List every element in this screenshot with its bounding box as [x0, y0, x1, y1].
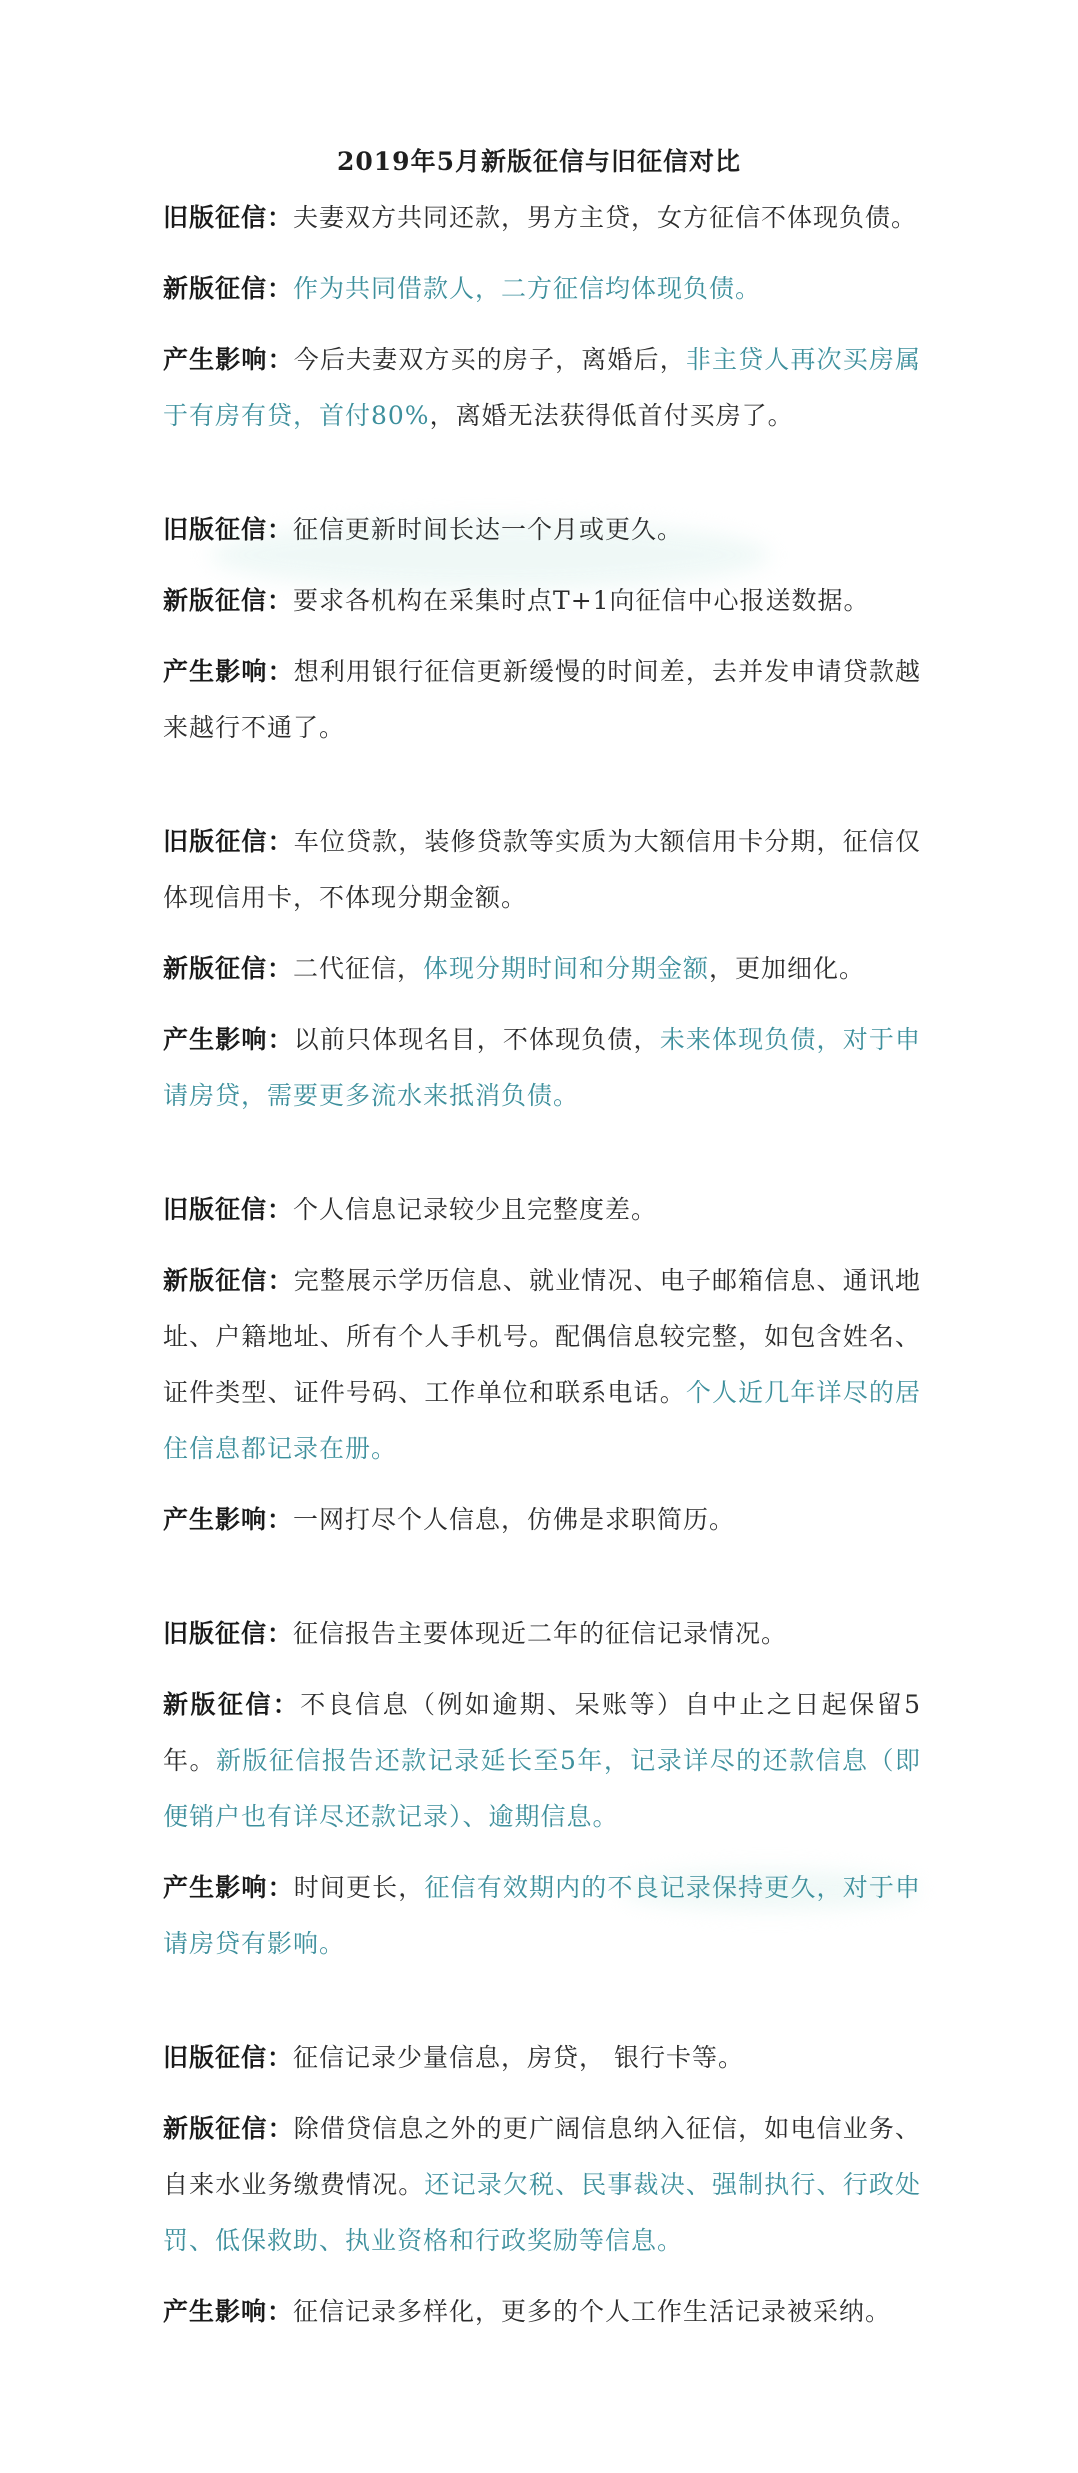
body-text: ，更加细化。	[709, 954, 866, 983]
body-text: 不良信息（例如逾期、呆账等）自中止之日起保留5年。	[163, 1690, 921, 1775]
highlighted-text: 非主贷人再次买房属于有房有贷，首付80%	[163, 345, 921, 430]
item-label: 新版征信：	[163, 1690, 301, 1719]
body-text: 征信记录少量信息，房贷， 银行卡等。	[293, 2043, 744, 2072]
comparison-section	[163, 1606, 921, 1972]
item-label: 新版征信：	[163, 586, 294, 615]
comparison-item	[163, 2101, 921, 2269]
body-text: 除借贷信息之外的更广阔信息纳入征信，如电信业务、自来水业务缴费情况。	[163, 2114, 921, 2199]
comparison-item	[163, 2030, 921, 2086]
comparison-item	[163, 332, 921, 444]
body-text: ，离婚无法获得低首付买房了。	[429, 401, 794, 430]
comparison-item	[163, 941, 921, 997]
body-text: 以前只体现名目，不体现负债，	[293, 1025, 660, 1054]
comparison-section	[163, 502, 921, 756]
body-text: 征信报告主要体现近二年的征信记录情况。	[293, 1619, 788, 1648]
item-label: 产生影响：	[163, 1505, 294, 1534]
body-text: 时间更长，	[293, 1873, 425, 1902]
item-label: 旧版征信：	[163, 827, 294, 856]
comparison-section	[163, 1182, 921, 1548]
highlighted-text: 个人近几年详尽的居住信息都记录在册。	[163, 1378, 921, 1463]
item-label: 旧版征信：	[163, 2043, 294, 2072]
comparison-item	[163, 1253, 921, 1477]
item-label: 产生影响：	[163, 345, 294, 374]
comparison-sections	[163, 190, 921, 2398]
body-text: 征信记录多样化，更多的个人工作生活记录被采纳。	[293, 2297, 892, 2326]
item-label: 旧版征信：	[163, 1195, 294, 1224]
body-text: 今后夫妻双方买的房子，离婚后，	[293, 345, 686, 374]
comparison-item	[163, 190, 921, 246]
comparison-item	[163, 573, 921, 629]
item-label: 产生影响：	[163, 1025, 294, 1054]
item-label: 旧版征信：	[163, 203, 294, 232]
body-text: 二代征信，	[293, 954, 424, 983]
comparison-item	[163, 1012, 921, 1124]
item-label: 产生影响：	[163, 2297, 294, 2326]
highlighted-text: 作为共同借款人，二方征信均体现负债。	[293, 274, 762, 303]
body-text: 车位贷款，装修贷款等实质为大额信用卡分期，征信仅体现信用卡，不体现分期金额。	[163, 827, 921, 912]
item-label: 新版征信：	[163, 1266, 294, 1295]
comparison-item	[163, 1606, 921, 1662]
body-text: 征信更新时间长达一个月或更久。	[293, 515, 684, 544]
comparison-item	[163, 1677, 921, 1845]
body-text: 个人信息记录较少且完整度差。	[293, 1195, 658, 1224]
comparison-item	[163, 2284, 921, 2340]
comparison-item	[163, 1492, 921, 1548]
page-title: 2019年5月新版征信与旧征信对比	[337, 147, 741, 176]
body-text: 一网打尽个人信息，仿佛是求职简历。	[293, 1505, 736, 1534]
comparison-item	[163, 644, 921, 756]
item-label: 产生影响：	[163, 1873, 294, 1902]
comparison-section	[163, 814, 921, 1124]
body-text: 要求各机构在采集时点T+1向征信中心报送数据。	[293, 586, 870, 615]
body-text: 完整展示学历信息、就业情况、电子邮箱信息、通讯地址、户籍地址、所有个人手机号。配偶信息较完整，如包含姓名、证件类型、证件号码、工作单位和联系电话。	[163, 1266, 921, 1407]
comparison-item	[163, 502, 921, 558]
comparison-item	[163, 261, 921, 317]
body-text: 想利用银行征信更新缓慢的时间差，去并发申请贷款越来越行不通了。	[163, 657, 921, 742]
item-label: 新版征信：	[163, 274, 294, 303]
item-label: 旧版征信：	[163, 515, 294, 544]
highlighted-text: 还记录欠税、民事裁决、强制执行、行政处罚、低保救助、执业资格和行政奖励等信息。	[163, 2170, 921, 2255]
item-label: 新版征信：	[163, 2114, 294, 2143]
item-label: 旧版征信：	[163, 1619, 294, 1648]
item-label: 新版征信：	[163, 954, 294, 983]
highlighted-text: 体现分期时间和分期金额	[423, 954, 710, 983]
comparison-item	[163, 1860, 921, 1972]
body-text: 夫妻双方共同还款，男方主贷，女方征信不体现负债。	[293, 203, 918, 232]
highlighted-text: 新版征信报告还款记录延长至5年，记录详尽的还款信息（即便销户也有详尽还款记录）、逾期信息。	[163, 1746, 921, 1831]
highlighted-text: 未来体现负债，对于申请房贷，需要更多流水来抵消负债。	[163, 1025, 921, 1110]
highlighted-text: 征信有效期内的不良记录保持更久，对于申请房贷有影响。	[163, 1873, 921, 1958]
comparison-item	[163, 1182, 921, 1238]
comparison-section	[163, 2030, 921, 2340]
comparison-item	[163, 814, 921, 926]
item-label: 产生影响：	[163, 657, 294, 686]
comparison-section	[163, 190, 921, 444]
